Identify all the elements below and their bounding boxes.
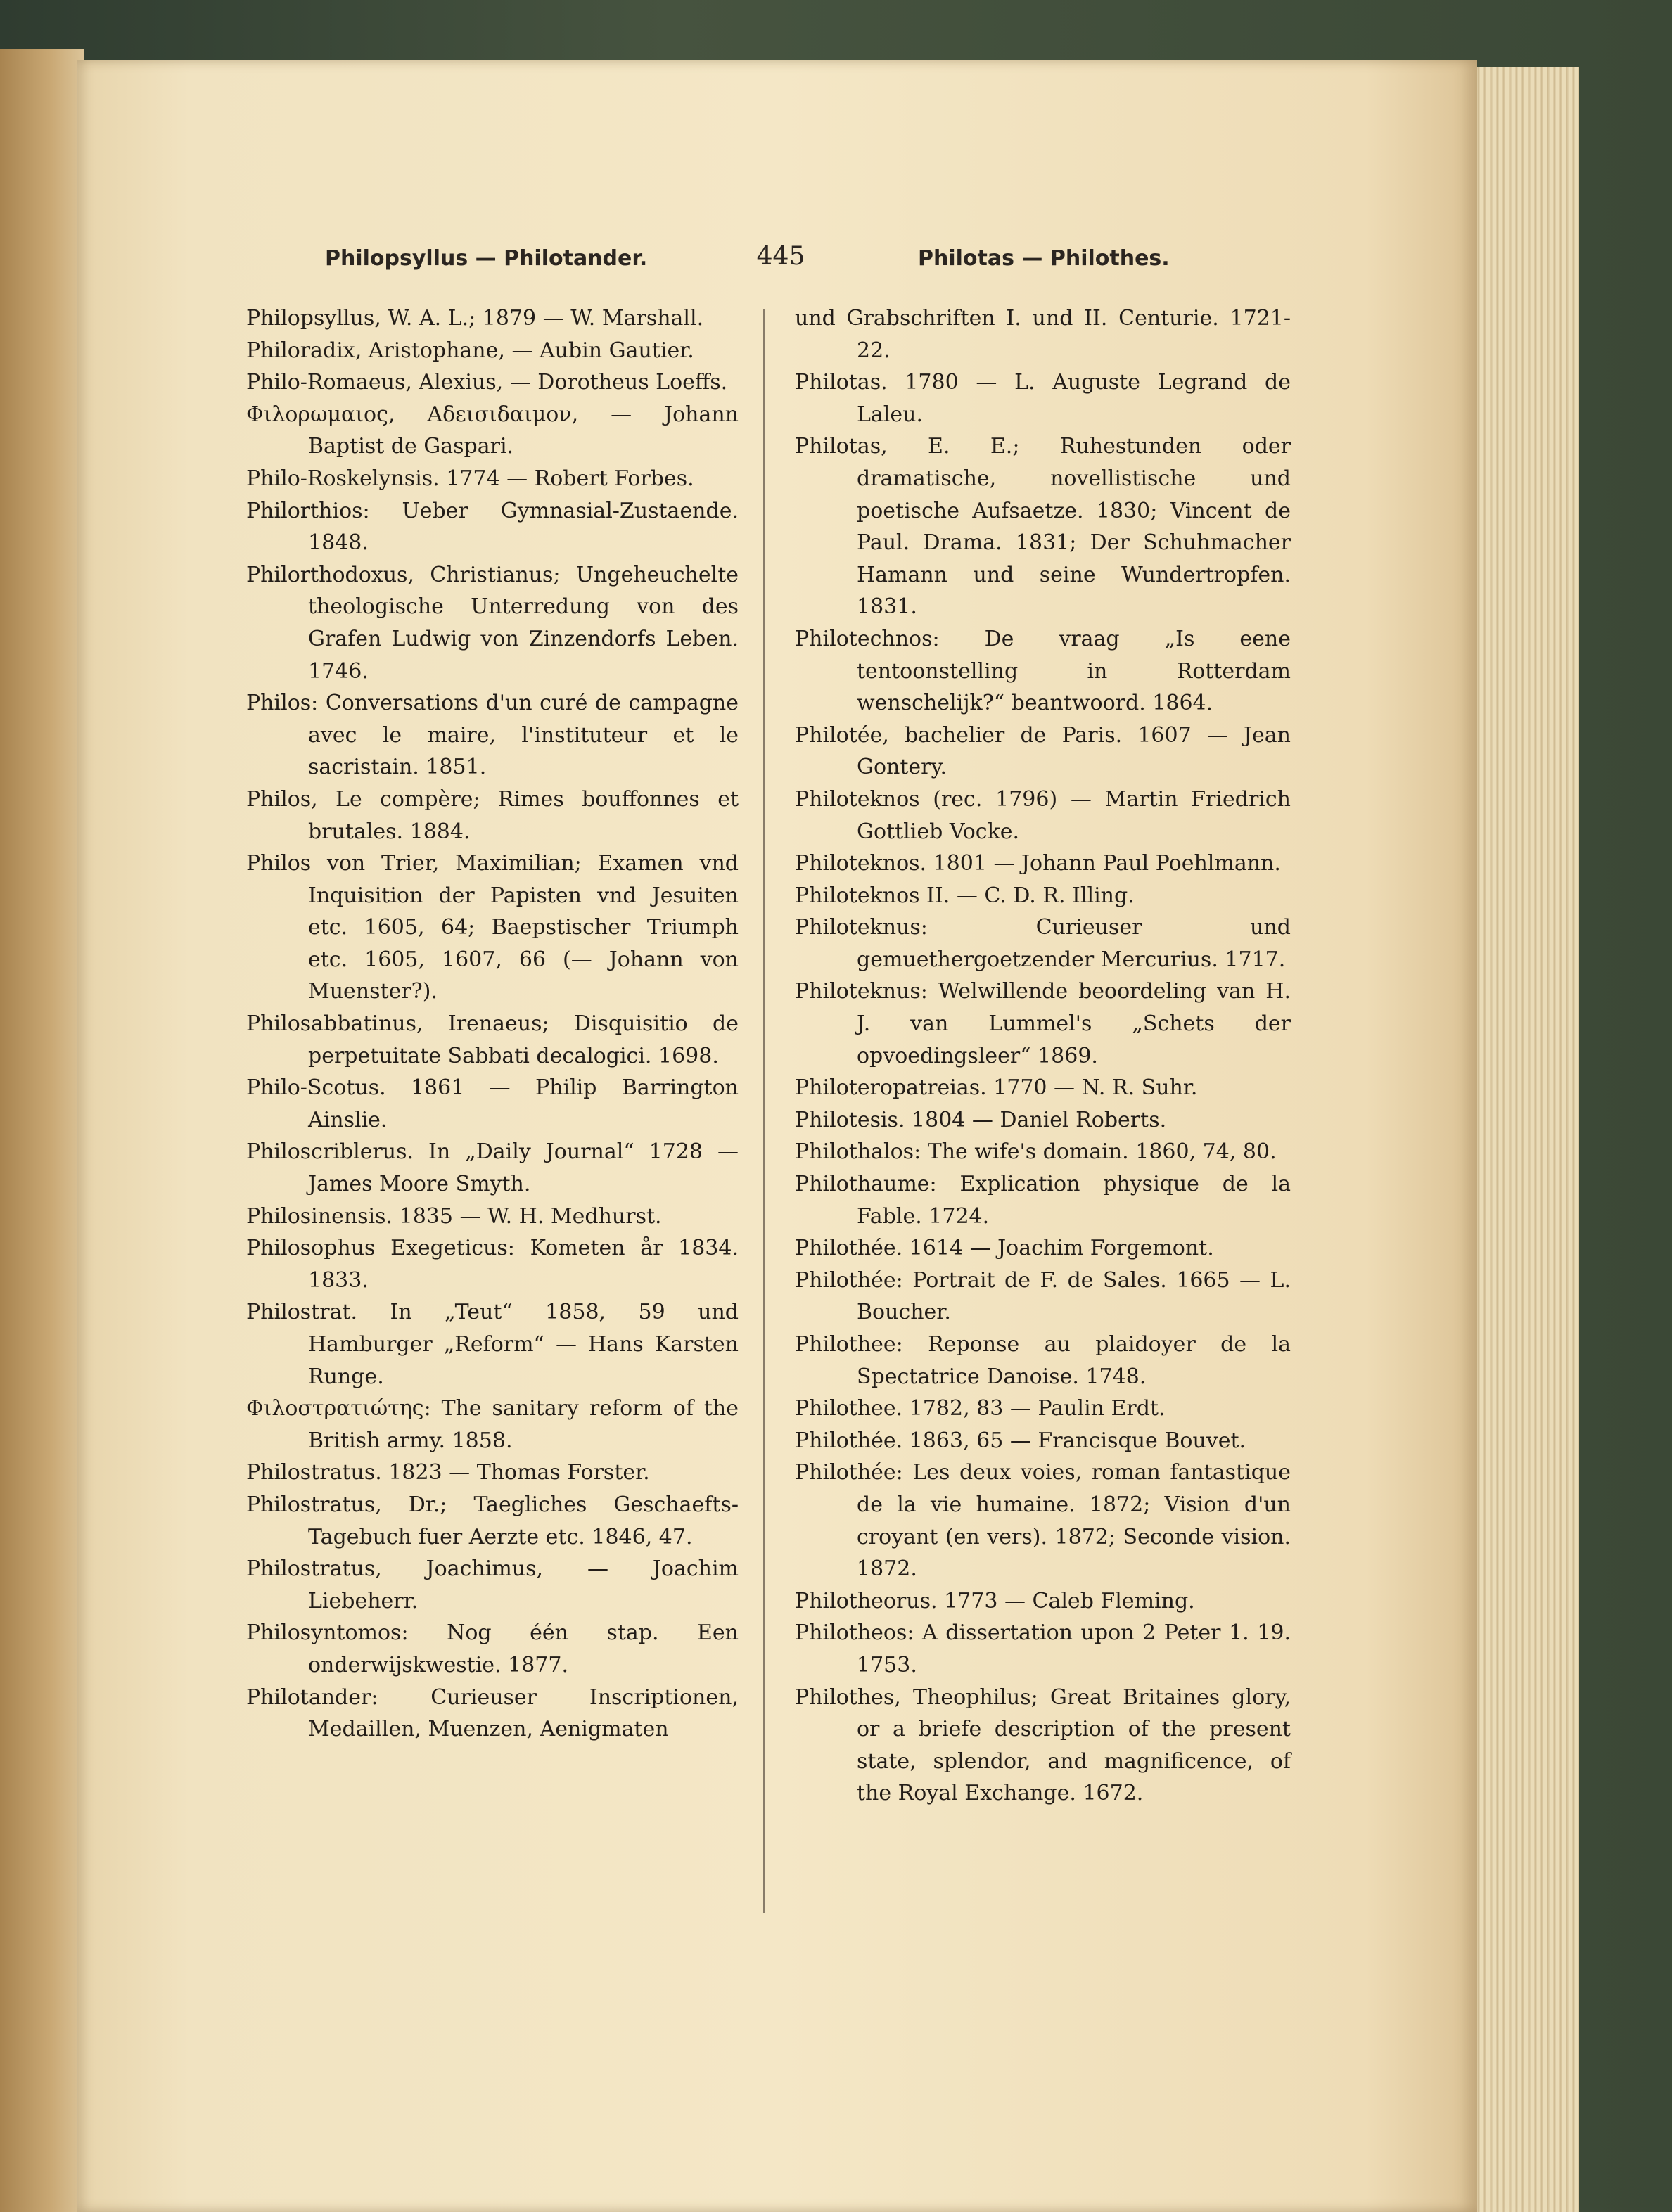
- entry: Philotheos: A dissertation upon 2 Peter 1. 19. 1753.: [795, 1620, 1291, 1677]
- entry: Philothee: Reponse au plaidoyer de la Spectatrice Danoise. 1748.: [795, 1332, 1291, 1389]
- entry: Philothée. 1863, 65 — Francisque Bouvet.: [795, 1428, 1246, 1453]
- entry: Philopsyllus, W. A. L.; 1879 — W. Marshall.: [246, 306, 704, 331]
- running-head-left: Philopsyllus — Philotander.: [325, 246, 648, 271]
- entry: Philoradix, Aristophane, — Aubin Gautier.: [246, 338, 694, 363]
- entry: Φιλορωμαιος, Αδεισιδαιμον, — Johann Baptist de Gaspari.: [246, 402, 739, 459]
- entry: Philoteknos (rec. 1796) — Martin Friedrich Gottlieb Vocke.: [795, 786, 1291, 844]
- entry: Philorthios: Ueber Gymnasial-Zustaende. 1848.: [246, 498, 739, 556]
- entry: Philotée, bachelier de Paris. 1607 — Jean Gontery.: [795, 722, 1291, 780]
- entry: Philos von Trier, Maximilian; Examen vnd Inquisition der Papisten vnd Jesuiten etc. 1605, 64; Baepstischer Triumph etc. 1605, 1607, 66 (— Johann von Muenster?).: [246, 851, 739, 1004]
- entry: Philosyntomos: Nog één stap. Een onderwijskwestie. 1877.: [246, 1620, 739, 1677]
- entry: Philostratus, Dr.; Taegliches Geschaefts-Tagebuch fuer Aerzte etc. 1846, 47.: [246, 1492, 739, 1549]
- entry: Philosophus Exegeticus: Kometen år 1834. 1833.: [246, 1236, 739, 1293]
- entry: Philothaume: Explication physique de la Fable. 1724.: [795, 1172, 1291, 1229]
- book-cover-edge: [0, 49, 84, 2212]
- entry: und Grabschriften I. und II. Centurie. 1721-22.: [795, 306, 1291, 363]
- entry: Philo-Scotus. 1861 — Philip Barrington Ainslie.: [246, 1075, 739, 1132]
- entry: Philorthodoxus, Christianus; Ungeheuchelte theologische Unterredung von des Grafen Ludwig von Zinzendorfs Leben. 1746.: [246, 562, 739, 684]
- entry: Philostrat. In „Teut“ 1858, 59 und Hamburger „Reform“ — Hans Karsten Runge.: [246, 1300, 739, 1389]
- entry: Philosinensis. 1835 — W. H. Medhurst.: [246, 1203, 662, 1229]
- entry: Philos: Conversations d'un curé de campagne avec le maire, l'instituteur et le sacristain. 1851.: [246, 691, 739, 780]
- running-head-right: Philotas — Philothes.: [918, 246, 1170, 271]
- entry: Philotas, E. E.; Ruhestunden oder dramatische, novellistische und poetische Aufsaetze. 1830; Vincent de Paul. Drama. 1831; Der Schuhmacher Hamann und seine Wundertropfen. 1831.: [795, 434, 1291, 620]
- entry: Philothes, Theophilus; Great Britaines glory, or a briefe description of the present state, splendor, and magnificence, of the Royal Exchange. 1672.: [795, 1684, 1291, 1806]
- entry: Philostratus. 1823 — Thomas Forster.: [246, 1460, 650, 1485]
- entry: Philothée. 1614 — Joachim Forgemont.: [795, 1236, 1214, 1261]
- left-column: [246, 302, 739, 1746]
- entry: Φιλοστρατιώτης: The sanitary reform of the British army. 1858.: [246, 1396, 739, 1453]
- entry: Philoscriblerus. In „Daily Journal“ 1728 — James Moore Smyth.: [246, 1139, 739, 1197]
- entry: Philos, Le compère; Rimes bouffonnes et brutales. 1884.: [246, 786, 739, 844]
- entry: Philoteknos. 1801 — Johann Paul Poehlmann.: [795, 851, 1281, 876]
- page-block-edges: [1474, 67, 1579, 2212]
- entry: Philotesis. 1804 — Daniel Roberts.: [795, 1107, 1167, 1132]
- entry: Philoteknos II. — C. D. R. Illing.: [795, 883, 1135, 908]
- column-divider: [763, 309, 765, 1913]
- entry: Philotander: Curieuser Inscriptionen, Medaillen, Muenzen, Aenigmaten: [246, 1684, 739, 1742]
- entry: Philoteropatreias. 1770 — N. R. Suhr.: [795, 1075, 1198, 1101]
- entry: Philosabbatinus, Irenaeus; Disquisitio de perpetuitate Sabbati decalogici. 1698.: [246, 1011, 739, 1068]
- entry: Philotheorus. 1773 — Caleb Fleming.: [795, 1588, 1195, 1613]
- entry: Philoteknus: Welwillende beoordeling van H. J. van Lummel's „Schets der opvoedingsleer“ 1869.: [795, 979, 1291, 1068]
- page-number: 445: [756, 242, 805, 271]
- right-column: [795, 302, 1291, 1810]
- entry: Philotechnos: De vraag „Is eene tentoonstelling in Rotterdam wenschelijk?“ beantwoord. 1864.: [795, 626, 1291, 716]
- entry: Philothée: Portrait de F. de Sales. 1665 — L. Boucher.: [795, 1267, 1291, 1325]
- entry: Philo-Romaeus, Alexius, — Dorotheus Loeffs.: [246, 370, 728, 395]
- entry: Philothee. 1782, 83 — Paulin Erdt.: [795, 1396, 1166, 1421]
- entry: Philotas. 1780 — L. Auguste Legrand de Laleu.: [795, 370, 1291, 427]
- entry: Philothalos: The wife's domain. 1860, 74, 80.: [795, 1139, 1277, 1165]
- entry: Philothée: Les deux voies, roman fantastique de la vie humaine. 1872; Vision d'un croyant (en vers). 1872; Seconde vision. 1872.: [795, 1460, 1291, 1582]
- entry: Philostratus, Joachimus, — Joachim Liebeherr.: [246, 1556, 739, 1613]
- entry: Philo-Roskelynsis. 1774 — Robert Forbes.: [246, 466, 694, 491]
- entry: Philoteknus: Curieuser und gemuethergoetzender Mercurius. 1717.: [795, 915, 1291, 972]
